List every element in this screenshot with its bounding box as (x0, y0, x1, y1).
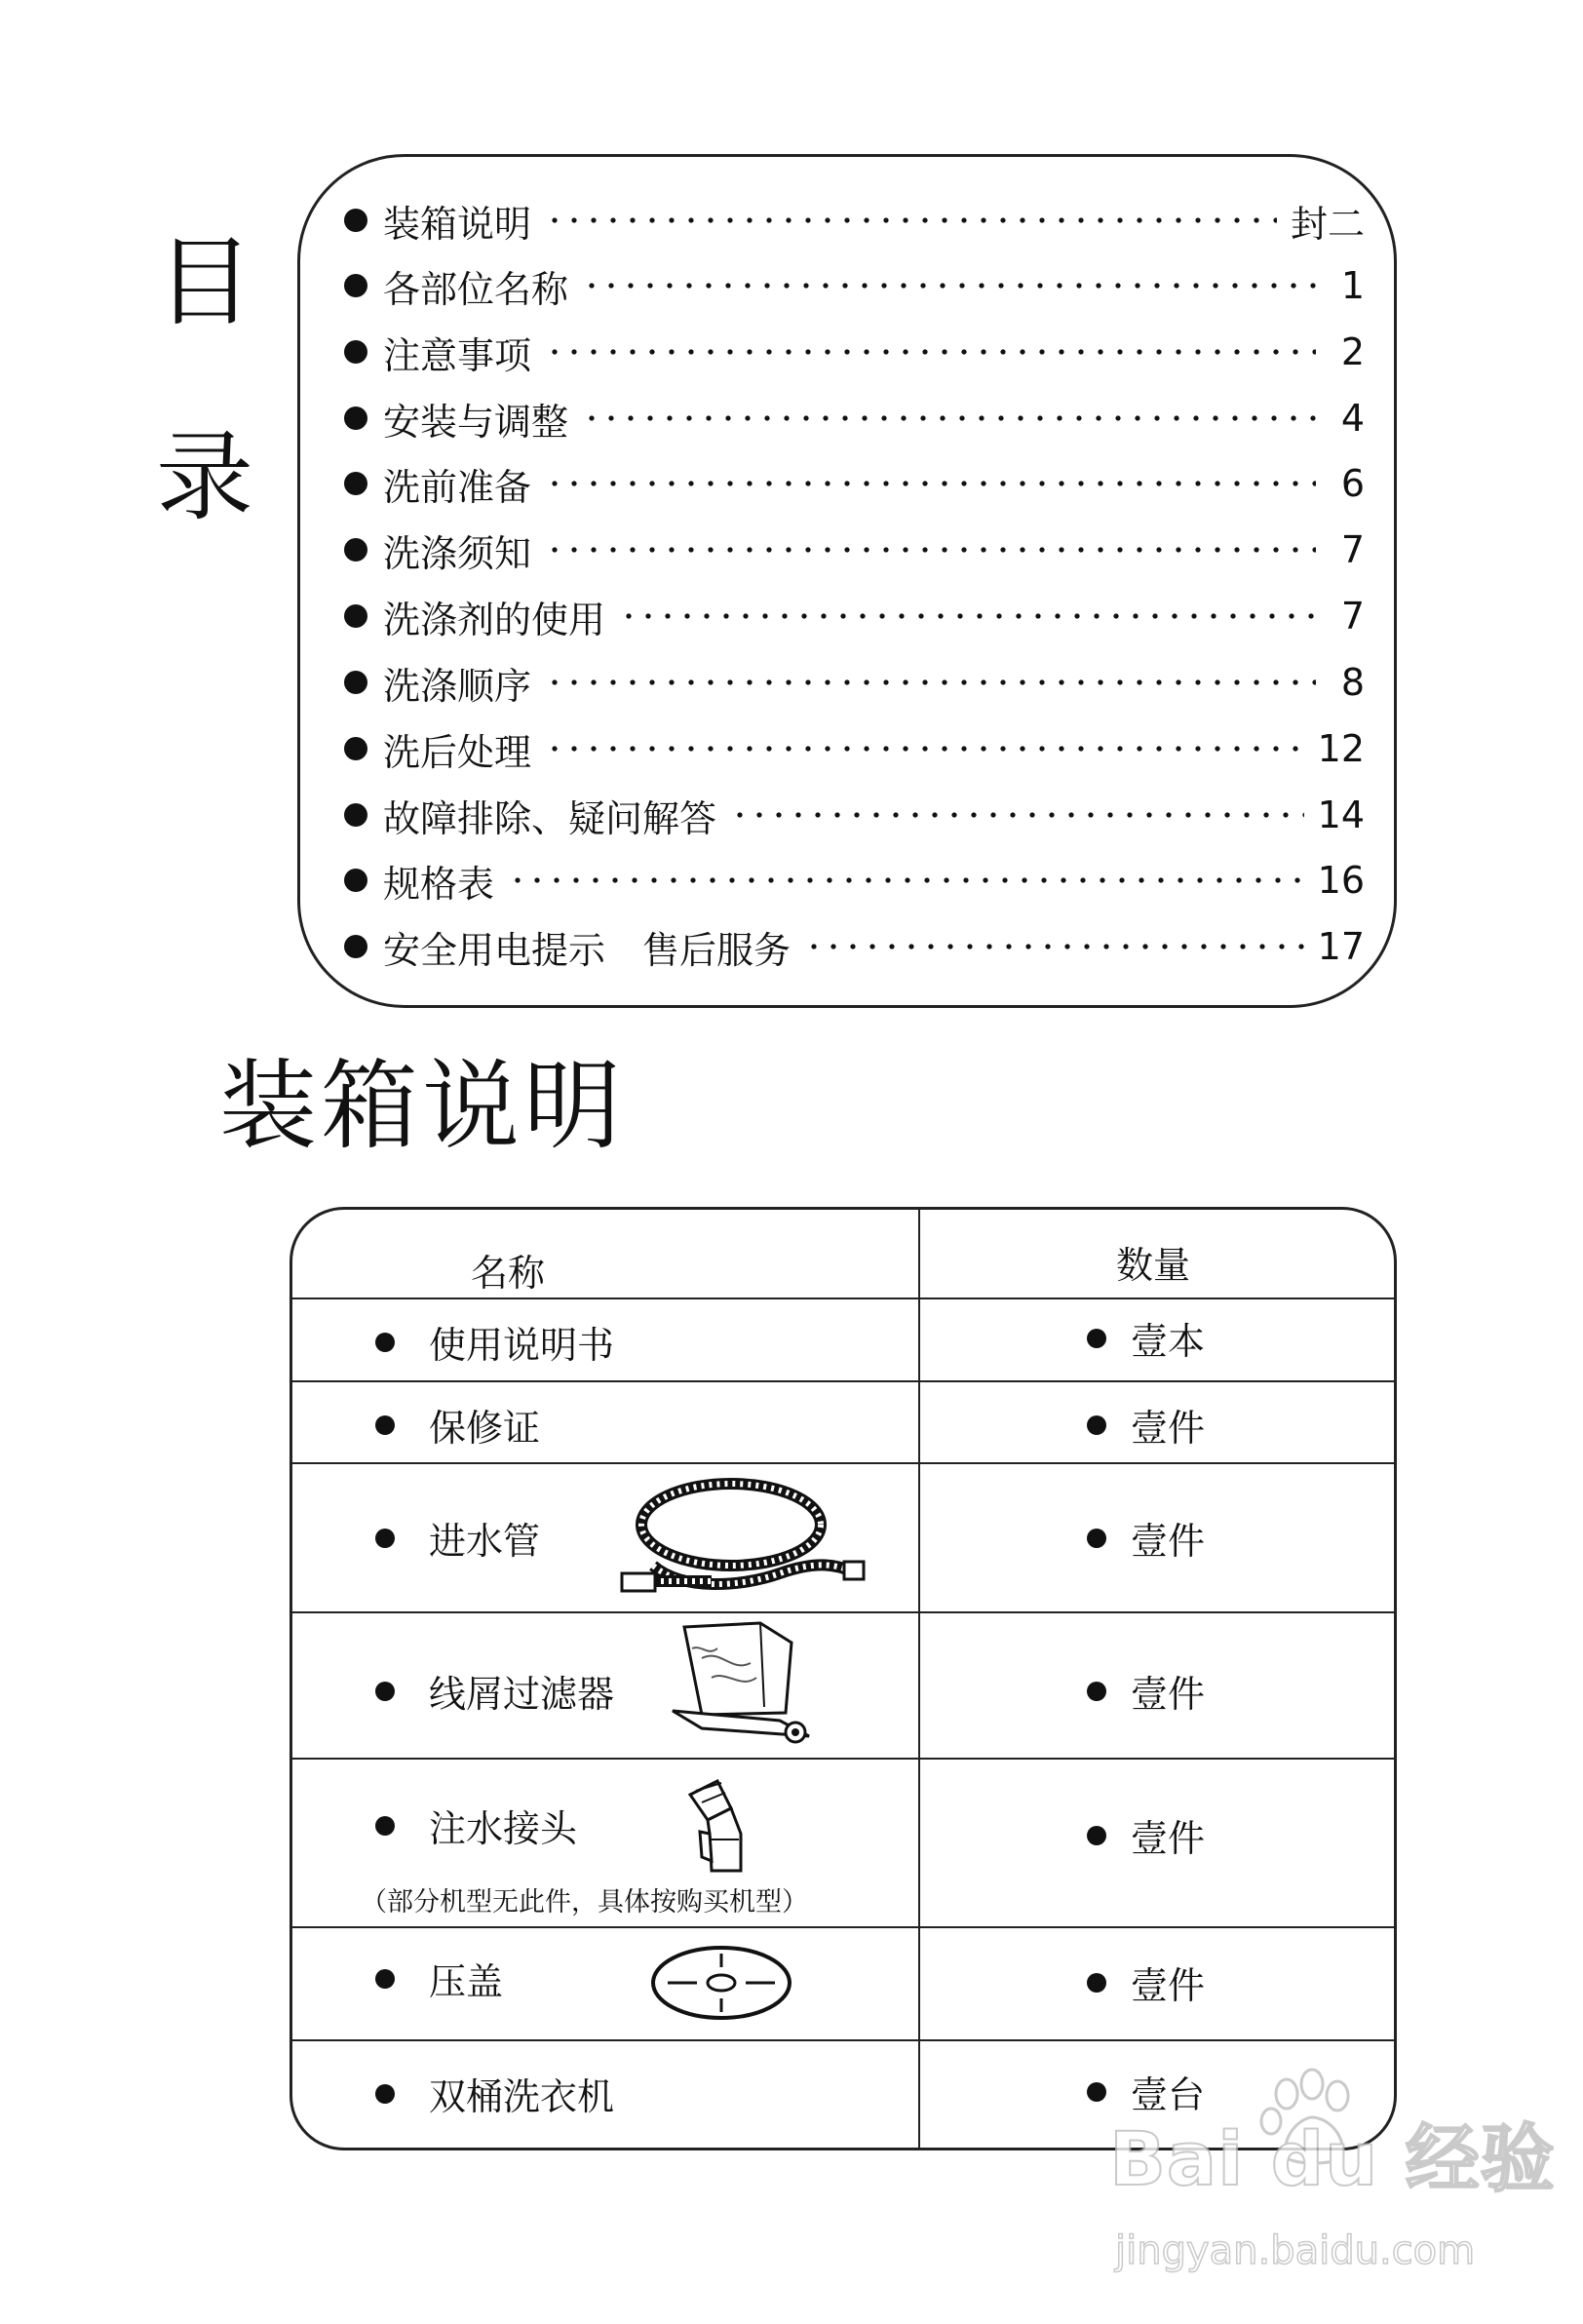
toc-title-char-2: 录 (156, 420, 253, 534)
item-qty: 壹件 (1131, 1520, 1206, 1563)
item-qty: 壹件 (1131, 1817, 1206, 1860)
bullet-icon (344, 274, 367, 297)
toc-item-page: 14 (1317, 794, 1365, 836)
toc-item-label: 注意事项 (383, 333, 532, 377)
toc-item[interactable] (344, 459, 1365, 508)
bullet-icon (344, 340, 367, 364)
toc-item-label: 洗前准备 (383, 465, 532, 509)
item-qty: 壹台 (1131, 2073, 1206, 2116)
dot-leader (619, 613, 1316, 619)
table-row (292, 1613, 1394, 1758)
toc-box (297, 154, 1397, 1008)
toc-item[interactable] (344, 658, 1365, 707)
bullet-icon (375, 1682, 395, 1701)
toc-item-label: 洗后处理 (383, 730, 532, 774)
toc-item-label: 洗涤剂的使用 (383, 598, 606, 641)
toc-item[interactable] (344, 922, 1365, 971)
toc-item-page: 封二 (1290, 202, 1365, 246)
table-row (292, 1299, 1394, 1380)
item-qty: 壹件 (1131, 1407, 1206, 1450)
bullet-icon (344, 472, 367, 495)
bullet-icon (375, 1816, 395, 1836)
bullet-icon (344, 604, 367, 628)
toc-item-page: 12 (1317, 727, 1365, 770)
toc-item[interactable] (344, 394, 1365, 443)
baidu-watermark (1109, 2065, 1556, 2308)
dot-leader (582, 283, 1316, 289)
item-name: 使用说明书 (429, 1324, 615, 1367)
item-name: 压盖 (429, 1960, 504, 2003)
header-name: 名称 (471, 1252, 546, 1295)
dot-leader (545, 481, 1316, 486)
toc-item-label: 各部位名称 (383, 267, 569, 311)
table-row (292, 1760, 1394, 1926)
bullet-icon (344, 407, 367, 430)
item-name: 进水管 (429, 1520, 541, 1563)
toc-item[interactable] (344, 328, 1365, 376)
bullet-icon (375, 1969, 395, 1989)
bullet-icon (375, 2084, 395, 2104)
bullet-icon (1087, 1529, 1106, 1548)
toc-item[interactable] (344, 724, 1365, 773)
bullet-icon (344, 803, 367, 827)
item-name: 保修证 (429, 1407, 541, 1450)
dot-leader (545, 679, 1316, 685)
item-qty: 壹件 (1131, 1964, 1206, 2007)
header-qty: 数量 (1116, 1244, 1191, 1287)
water-connector-icon (682, 1773, 760, 1880)
toc-item-label: 规格表 (383, 862, 495, 906)
item-name: 双桶洗衣机 (429, 2075, 615, 2118)
inlet-hose-icon (614, 1472, 868, 1607)
table-row (292, 1928, 1394, 2039)
table-row (292, 1382, 1394, 1462)
toc-item-page: 16 (1317, 859, 1365, 902)
toc-item-label: 装箱说明 (383, 202, 532, 246)
dot-leader (545, 746, 1304, 752)
toc-item-page: 7 (1340, 528, 1365, 571)
item-name: 线屑过滤器 (429, 1673, 615, 1716)
toc-item-label: 安装与调整 (383, 400, 569, 444)
bullet-icon (1087, 1682, 1106, 1701)
toc-item-page: 17 (1317, 925, 1365, 968)
bullet-icon (1087, 1826, 1106, 1845)
watermark-url: jingyan.baidu.com (1115, 2228, 1476, 2273)
bullet-icon (375, 1529, 395, 1548)
bullet-icon (1087, 1329, 1106, 1348)
dot-leader (730, 812, 1304, 818)
toc-item-page: 8 (1340, 661, 1365, 704)
toc-item-page: 4 (1340, 397, 1365, 440)
toc-item[interactable] (344, 525, 1365, 574)
section-title: 装箱说明 (219, 1049, 625, 1163)
bullet-icon (375, 1415, 395, 1435)
toc-item-page: 7 (1340, 595, 1365, 638)
bullet-icon (344, 737, 367, 760)
dot-leader (545, 349, 1316, 355)
item-note: （部分机型无此件，具体按购买机型） (361, 1887, 808, 1917)
bullet-icon (1087, 2082, 1106, 2102)
table-row (292, 1464, 1394, 1611)
toc-item-label: 洗涤须知 (383, 531, 532, 575)
bullet-icon (344, 869, 367, 892)
bullet-icon (344, 209, 367, 232)
toc-item[interactable] (344, 196, 1365, 245)
toc-item-label: 故障排除、疑问解答 (383, 796, 717, 840)
toc-item-page: 1 (1340, 264, 1365, 307)
toc-title-char-1: 目 (156, 225, 253, 339)
bullet-icon (375, 1333, 395, 1352)
toc-item-page: 6 (1340, 462, 1365, 505)
toc-item[interactable] (344, 261, 1365, 310)
toc-item-page: 2 (1340, 330, 1365, 373)
bullet-icon (344, 671, 367, 694)
toc-item-label: 安全用电提示 售后服务 (383, 928, 792, 972)
bullet-icon (344, 538, 367, 562)
bullet-icon (1087, 1973, 1106, 1993)
lint-filter-icon (663, 1619, 819, 1752)
toc-item[interactable] (344, 592, 1365, 640)
dot-leader (582, 415, 1316, 421)
toc-item[interactable] (344, 856, 1365, 905)
dot-leader (545, 547, 1316, 553)
item-qty: 壹件 (1131, 1673, 1206, 1716)
dot-leader (508, 877, 1304, 883)
packing-table (290, 1207, 1397, 2150)
dot-leader (804, 944, 1304, 949)
bullet-icon (1087, 1415, 1106, 1435)
watermark-brand: Bai du 经验 (1109, 2115, 1556, 2202)
pressure-cover-icon (648, 1942, 794, 2024)
toc-item[interactable] (344, 791, 1365, 839)
bullet-icon (344, 935, 367, 958)
toc-item-label: 洗涤顺序 (383, 664, 532, 708)
dot-leader (545, 217, 1277, 223)
item-name: 注水接头 (429, 1807, 578, 1850)
item-qty: 壹本 (1131, 1320, 1206, 1363)
